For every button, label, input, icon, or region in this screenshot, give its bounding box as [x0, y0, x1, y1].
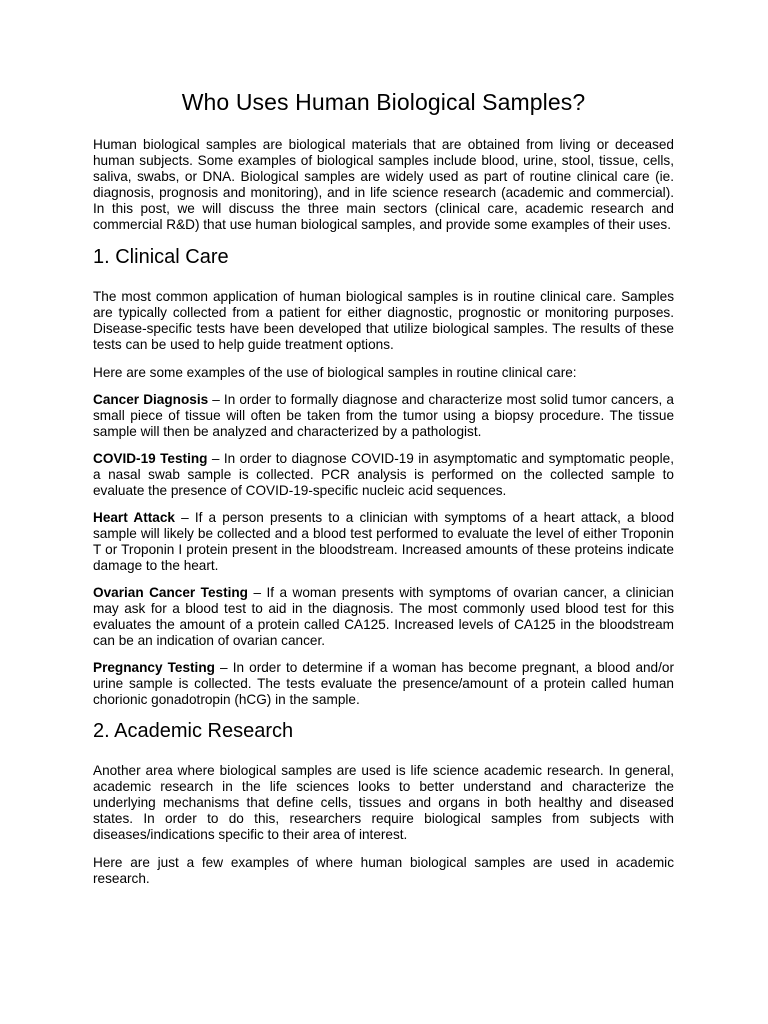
academic-research-examples-intro: Here are just a few examples of where human biological samples are used in academic research. [93, 855, 674, 886]
academic-research-paragraph: Another area where biological samples are used is life science academic research. In general, academic research in the life sciences looks to better understand and characterize the underlying mechanisms that define cells, tissues and organs in both healthy and diseased states. In order to do this, researchers require biological samples from subjects with diseases/indications specific to their area of interest. [93, 763, 674, 842]
example-ovarian-cancer-testing [93, 585, 674, 649]
document-page [93, 87, 674, 898]
example-term: Pregnancy Testing [93, 660, 215, 675]
example-term: Cancer Diagnosis [93, 392, 209, 407]
example-pregnancy-testing [93, 660, 674, 708]
example-covid-19-testing [93, 451, 674, 499]
example-term: Ovarian Cancer Testing [93, 585, 248, 600]
example-term: Heart Attack [93, 510, 175, 525]
intro-paragraph: Human biological samples are biological materials that are obtained from living or deceased human subjects. Some examples of biological samples include blood, urine, stool, tissue, cells, saliva, swabs, or DNA. Biological samples are widely used as part of routine clinical care (ie. diagnosis, prognosis and monitoring), and in life science research (academic and commercial). In this post, we will discuss the three main sectors (clinical care, academic research and commercial R&D) that use human biological samples, and provide some examples of their uses. [93, 137, 674, 232]
example-text: – In order to formally diagnose and characterize most solid tumor cancers, a small piece of tissue will often be taken from the tumor using a biopsy procedure. The tissue sample will then be analyzed and characterized by a pathologist. [93, 392, 674, 439]
example-heart-attack [93, 510, 674, 574]
example-text: – In order to determine if a woman has become pregnant, a blood and/or urine sample is collected. The tests evaluate the presence/amount of a protein called human chorionic gonadotropin (hCG) in the sample. [93, 660, 674, 707]
example-text: – In order to diagnose COVID-19 in asymptomatic and symptomatic people, a nasal swab sample is collected. PCR analysis is performed on the collected sample to evaluate the presence of COVID-19-specific nucleic acid sequences. [93, 451, 674, 498]
clinical-care-examples-intro: Here are some examples of the use of biological samples in routine clinical care: [93, 365, 577, 380]
document-title: Who Uses Human Biological Samples? [181, 89, 586, 115]
example-text: – If a person presents to a clinician with symptoms of a heart attack, a blood sample will likely be collected and a blood test performed to evaluate the level of either Troponin T or Troponin I protein present in the bloodstream. Increased amounts of these proteins indicate damage to the heart. [93, 510, 674, 573]
section-heading-academic-research: 2. Academic Research [93, 720, 294, 742]
section-heading-clinical-care: 1. Clinical Care [93, 246, 229, 268]
example-cancer-diagnosis [93, 392, 674, 440]
example-text: – If a woman presents with symptoms of ovarian cancer, a clinician may ask for a blood test to aid in the diagnosis. The most commonly used blood test for this evaluates the amount of a protein called CA125. Increased levels of CA125 in the bloodstream can be an indication of ovarian cancer. [93, 585, 674, 648]
clinical-care-paragraph: The most common application of human biological samples is in routine clinical care. Samples are typically collected from a patient for either diagnostic, prognostic or monitoring purposes. Disease-specific tests have been developed that utilize biological samples. The results of these tests can be used to help guide treatment options. [93, 289, 674, 352]
example-term: COVID-19 Testing [93, 451, 208, 466]
